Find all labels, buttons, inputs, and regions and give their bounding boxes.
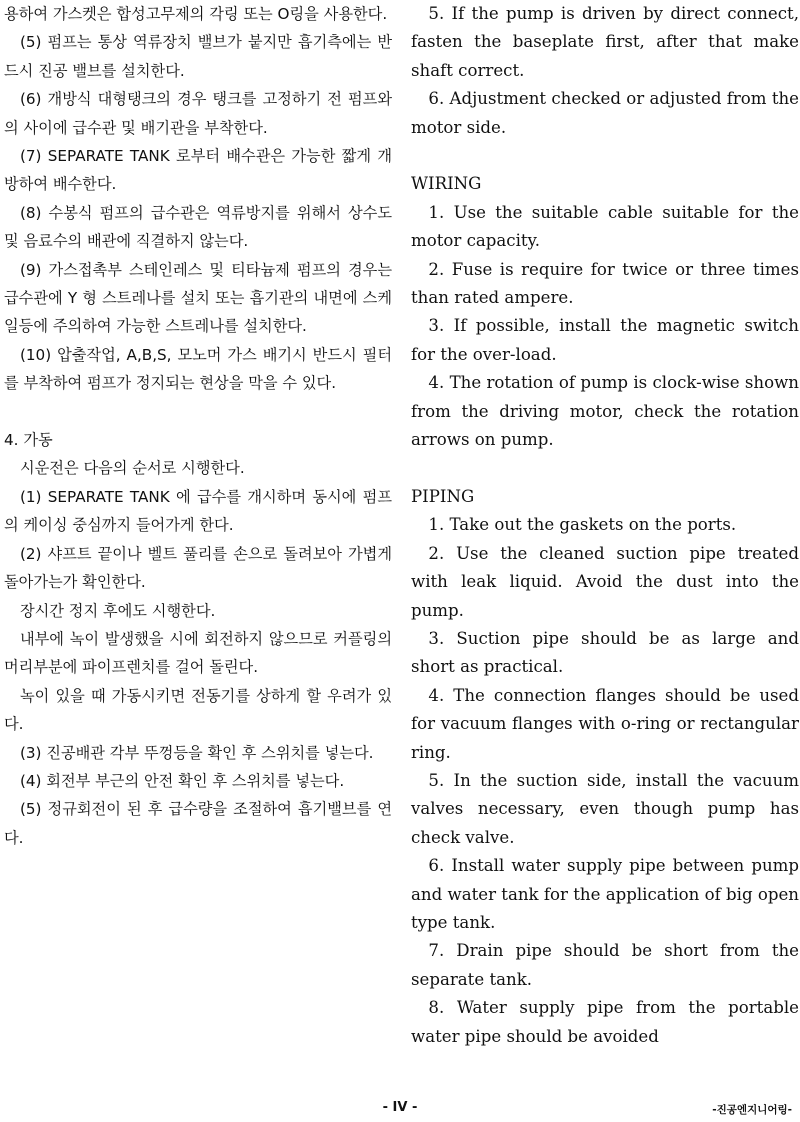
paragraph-wiring-1: 1. Use the suitable cable suitable for the motor capacity.: [411, 202, 799, 251]
paragraph-piping-7: 7. Drain pipe should be short from the separate tank.: [411, 941, 799, 989]
paragraph-step-2-note-b: 내부에 녹이 발생했을 시에 회전하지 않으므로 커플링의 머리부분에 파이프렌치를 걸어 돌린다.: [4, 629, 392, 677]
spacer: [411, 142, 799, 170]
paragraph-item-5-en: 5. If the pump is driven by direct connect, fasten the baseplate first, after that make shaft correct.: [411, 4, 799, 80]
paragraph-wiring-2: 2. Fuse is require for twice or three times than rated ampere.: [411, 259, 799, 308]
spacer: [4, 398, 392, 426]
section-heading-operation: 4. 가동: [4, 431, 53, 450]
page-number: - IV -: [382, 1100, 418, 1115]
right-column-english: [411, 0, 799, 1051]
paragraph-item-5: (5) 펌프는 통상 역류장치 밸브가 붙지만 흡기측에는 반드시 진공 밸브를 설치한다.: [4, 33, 392, 80]
paragraph-intro: 시운전은 다음의 순서로 시행한다.: [19, 459, 245, 478]
paragraph-item-8: (8) 수봉식 펌프의 급수관은 역류방지를 위해서 상수도 및 음료수의 배관에 직결하지 않는다.: [4, 203, 392, 251]
paragraph-gasket: 용하여 가스켓은 합성고무제의 각링 또는 O링을 사용한다.: [4, 5, 388, 23]
paragraph-step-3: (3) 진공배관 각부 뚜껑등을 확인 후 스위치를 넣는다.: [19, 743, 374, 762]
section-heading-wiring: WIRING: [411, 174, 482, 194]
paragraph-piping-5: 5. In the suction side, install the vacuum valves necessary, even though pump has check valve.: [411, 770, 799, 847]
paragraph-step-5: (5) 정규회전이 된 후 급수량을 조절하여 흡기밸브를 연다.: [4, 800, 392, 847]
spacer: [411, 454, 799, 482]
paragraph-piping-2: 2. Use the cleaned suction pipe treated with leak liquid. Avoid the dust into the pump.: [411, 543, 799, 620]
paragraph-step-1: (1) SEPARATE TANK 에 급수를 개시하며 동시에 펌프의 케이싱 중심까지 들어가게 한다.: [4, 487, 392, 535]
paragraph-item-10: (10) 압출작업, A,B,S, 모노머 가스 배기시 반드시 필터를 부착하여 펌프가 정지되는 현상을 막을 수 있다.: [4, 345, 392, 393]
paragraph-piping-1: 1. Take out the gaskets on the ports.: [428, 515, 737, 535]
paragraph-item-6-en: 6. Adjustment checked or adjusted from the motor side.: [411, 89, 799, 137]
paragraph-piping-8: 8. Water supply pipe from the portable water pipe should be avoided: [411, 998, 799, 1046]
paragraph-step-2-note-c: 녹이 있을 때 가동시키면 전동기를 상하게 할 우려가 있다.: [4, 686, 392, 734]
paragraph-item-6: (6) 개방식 대형탱크의 경우 탱크를 고정하기 전 펌프와의 사이에 급수관 및 배기관을 부착한다.: [4, 90, 392, 137]
paragraph-step-2: (2) 샤프트 끝이나 벨트 풀리를 손으로 돌려보아 가볍게 돌아가는가 확인한다.: [4, 544, 392, 592]
company-name: -진공엔지니어링-: [712, 1104, 792, 1116]
paragraph-wiring-4: 4. The rotation of pump is clock-wise shown from the driving motor, check the rotation arrows on pump.: [411, 373, 799, 450]
left-column-korean: [4, 0, 392, 852]
paragraph-step-4: (4) 회전부 부근의 안전 확인 후 스위치를 넣는다.: [19, 771, 345, 790]
paragraph-piping-4: 4. The connection flanges should be used for vacuum flanges with o-ring or rectangular ring.: [411, 685, 799, 762]
section-heading-piping: PIPING: [411, 486, 475, 506]
paragraph-item-7: (7) SEPARATE TANK 로부터 배수관은 가능한 짧게 개방하여 배수한다.: [4, 147, 392, 194]
paragraph-wiring-3: 3. If possible, install the magnetic switch for the over-load.: [411, 316, 799, 364]
paragraph-step-2-note-a: 장시간 정지 후에도 시행한다.: [19, 601, 216, 620]
paragraph-piping-6: 6. Install water supply pipe between pump and water tank for the application of big open type tank.: [411, 856, 799, 932]
paragraph-piping-3: 3. Suction pipe should be as large and short as practical.: [411, 628, 799, 677]
paragraph-item-9: (9) 가스접촉부 스테인레스 및 티타늄제 펌프의 경우는 급수관에 Y 형 스트레나를 설치 또는 흡기관의 내면에 스케일등에 주의하여 가능한 스트레나를 설치한다.: [4, 260, 392, 336]
